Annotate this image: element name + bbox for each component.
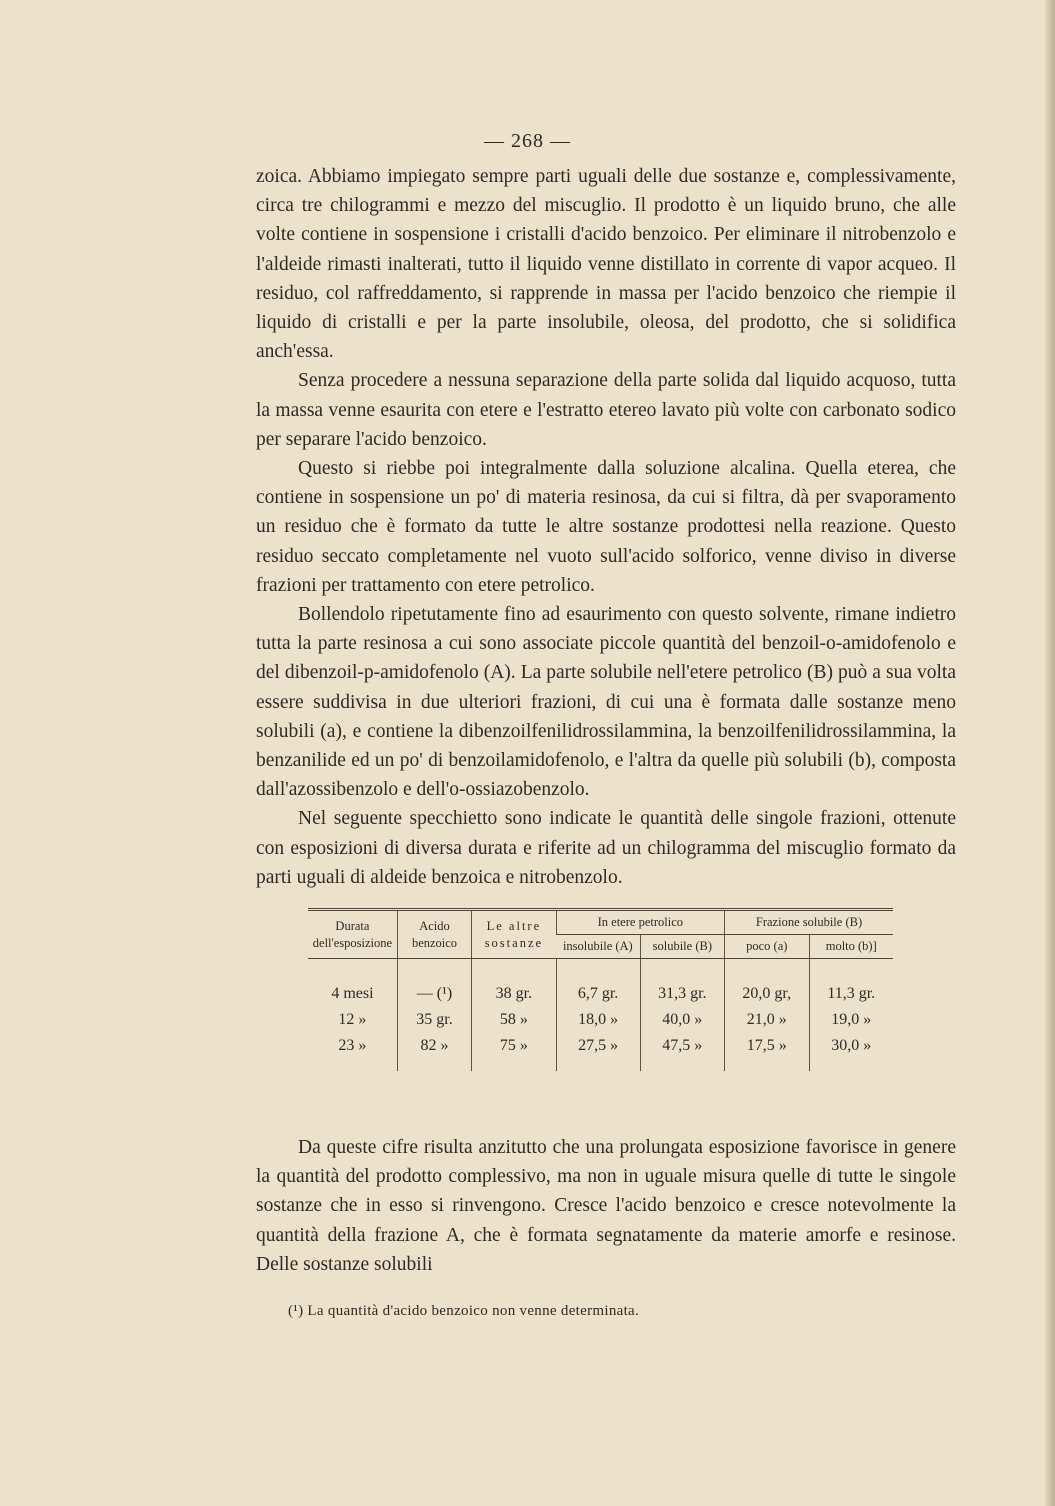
header-molto: molto (b)] — [809, 935, 893, 959]
cell-altre: 58 » — [472, 1007, 556, 1033]
header-insolubile: insolubile (A) — [556, 935, 640, 959]
cell-insolubile: 18,0 » — [556, 1007, 640, 1033]
header-altre: Le altre sostanze — [472, 910, 556, 959]
table-row — [308, 1033, 893, 1071]
cell-molto: 19,0 » — [809, 1007, 893, 1033]
cell-altre: 75 » — [472, 1033, 556, 1071]
paragraph: Bollendolo ripetutamente fino ad esaurimento con questo solvente, rimane indietro tutta la parte resinosa a cui sono associate piccole quantità del benzoil-o-amidofenolo e del dibenzoil-p-amidofenolo (A). La parte solubile nell'etere petrolico (B) può a sua volta essere suddivisa in due ulteriori frazioni, di cui una è formata dalle sostanze meno solubili (a), e contiene la dibenzoilfenilidrossilammina, la benzoilfenilidrossilammina, la benzanilide ed un po' di benzoilamidofenolo, e l'altra da quelle più solubili (b), composta dall'azossibenzolo e dell'o-ossiazobenzolo. — [256, 604, 956, 801]
body-text-bottom — [256, 1133, 956, 1279]
cell-solubile: 40,0 » — [640, 1007, 724, 1033]
cell-durata: 12 » — [338, 1011, 367, 1028]
header-etere-petrolico: In etere petrolico — [556, 910, 724, 935]
cell-durata: 23 » — [338, 1037, 367, 1054]
header-solubile: solubile (B) — [640, 935, 724, 959]
cell-insolubile: 6,7 gr. — [556, 959, 640, 1008]
table-row — [308, 1007, 893, 1033]
exposure-results-table — [308, 908, 893, 1071]
cell-poco: 20,0 gr, — [725, 959, 809, 1008]
cell-altre: 38 gr. — [472, 959, 556, 1008]
cell-molto: 11,3 gr. — [809, 959, 893, 1008]
header-acido: Acido benzoico — [397, 910, 471, 959]
cell-solubile: 31,3 gr. — [640, 959, 724, 1008]
paragraph: Senza procedere a nessuna separazione della parte solida dal liquido acquoso, tutta la massa venne esaurita con etere e l'estratto etereo lavato più volte con carbonato sodico per separare l'acido benzoico. — [256, 370, 956, 450]
cell-molto: 30,0 » — [809, 1033, 893, 1071]
body-text-top — [256, 162, 956, 892]
header-durata: Durata dell'esposizione — [308, 910, 397, 959]
cell-acido: 35 gr. — [397, 1007, 471, 1033]
page-edge-shadow — [1045, 0, 1055, 1506]
cell-solubile: 47,5 » — [640, 1033, 724, 1071]
page-number: — 268 — — [484, 130, 571, 152]
paragraph: zoica. Abbiamo impiegato sempre parti uguali delle due sostanze e, complessivamente, circa tre chilogrammi e mezzo del miscuglio. Il prodotto è un liquido bruno, che alle volte contiene in sospensione i cristalli d'acido benzoico. Per eliminare il nitrobenzolo e l'aldeide rimasti inalterati, tutto il liquido venne distillato in corrente di vapor acqueo. Il residuo, col raffreddamento, si rapprende in massa per l'acido benzoico che riempie il liquido di cristalli e per la parte insolubile, oleosa, del prodotto, che si solidifica anch'essa. — [256, 166, 956, 363]
cell-poco: 17,5 » — [725, 1033, 809, 1071]
header-frazione-solubile: Frazione solubile (B) — [725, 910, 893, 935]
cell-insolubile: 27,5 » — [556, 1033, 640, 1071]
cell-poco: 21,0 » — [725, 1007, 809, 1033]
footnote: (¹) La quantità d'acido benzoico non venne determinata. — [288, 1303, 640, 1319]
table-row — [308, 959, 893, 1008]
paragraph: Nel seguente specchietto sono indicate le quantità delle singole frazioni, ottenute con esposizioni di diversa durata e riferite ad un chilogramma del miscuglio formato da parti uguali di aldeide benzoica e nitrobenzolo. — [256, 808, 956, 888]
cell-acido: 82 » — [397, 1033, 471, 1071]
paragraph: Da queste cifre risulta anzitutto che una prolungata esposizione favorisce in genere la quantità del prodotto complessivo, ma non in uguale misura quelle di tutte le singole sostanze che in esso si rinvengono. Cresce l'acido benzoico e cresce notevolmente la quantità della frazione A, che è formata segnatamente da materie amorfe e resinose. Delle sostanze solubili — [256, 1137, 956, 1275]
header-poco: poco (a) — [725, 935, 809, 959]
paragraph: Questo si riebbe poi integralmente dalla soluzione alcalina. Quella eterea, che contiene in sospensione un po' di materia resinosa, da cui si filtra, dà per svaporamento un residuo che è formato da tutte le altre sostanze prodottesi nella reazione. Questo residuo seccato completamente nel vuoto sull'acido solforico, venne diviso in diverse frazioni per trattamento con etere petrolico. — [256, 458, 956, 596]
cell-durata: 4 mesi — [331, 985, 374, 1002]
cell-acido: — (¹) — [397, 959, 471, 1008]
